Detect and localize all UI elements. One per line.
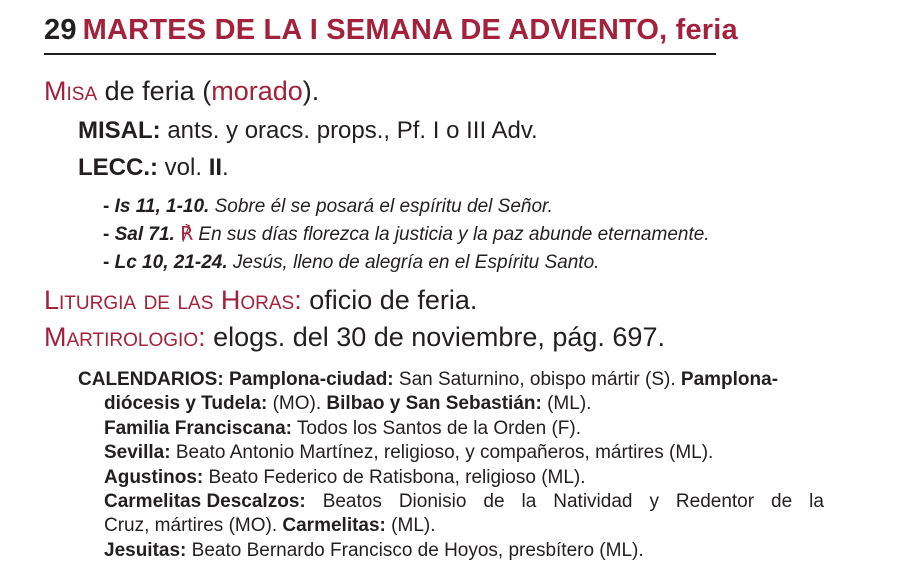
cal-region: diócesis y Tudela: <box>104 393 268 415</box>
misa-color-word: morado <box>211 76 303 106</box>
calendarios-block <box>78 368 824 563</box>
misa-label: Misa <box>44 76 98 106</box>
misa-text-before: de feria ( <box>104 76 212 106</box>
reading-text: En sus días florezca la justicia y la paz abunde eternamente. <box>198 224 710 245</box>
misal-line <box>78 117 538 145</box>
cal-text: Beato Federico de Ratisbona, religioso (ML). <box>208 466 586 488</box>
misa-line <box>44 76 319 107</box>
reading-item <box>103 249 710 277</box>
lecc-text: vol. <box>164 154 203 181</box>
cal-word: la <box>809 491 824 513</box>
misa-text-after: ). <box>302 76 320 106</box>
cal-line <box>78 417 824 441</box>
cal-region: Pamplona-ciudad: <box>228 369 394 390</box>
cal-word: de <box>483 491 505 513</box>
cal-word: Dionisio <box>398 491 467 513</box>
cal-line <box>78 466 824 490</box>
martirologio-line <box>44 322 665 353</box>
cal-region: Familia Franciscana: <box>104 417 292 439</box>
cal-word: Natividad <box>553 491 633 513</box>
day-number: 29 <box>44 14 77 46</box>
cal-line <box>78 441 824 465</box>
reading-text: Jesús, lleno de alegría en el Espíritu Santo. <box>232 252 600 273</box>
reading-dash: - <box>103 196 110 217</box>
cal-word: de <box>771 491 793 513</box>
martirologio-text: elogs. del 30 de noviembre, pág. 697. <box>213 322 665 352</box>
cal-line <box>78 392 824 416</box>
liturgia-line <box>44 285 477 316</box>
cal-line <box>78 490 824 514</box>
cal-text: (ML). <box>391 515 436 537</box>
cal-word: la <box>521 491 537 513</box>
misal-label: MISAL: <box>78 117 161 144</box>
liturgia-label: Liturgia de las Horas: <box>44 285 302 315</box>
cal-word: Beatos <box>322 491 382 513</box>
readings-list <box>103 193 710 277</box>
day-header <box>44 14 864 55</box>
cal-region: Pamplona- <box>680 369 779 390</box>
cal-label: CALENDARIOS: <box>78 369 224 390</box>
reading-ref: Sal 71. <box>114 224 175 245</box>
martirologio-label: Martirologio: <box>44 322 206 352</box>
header-rule <box>44 53 716 55</box>
cal-region: Jesuitas: <box>104 539 187 561</box>
cal-line <box>78 539 824 563</box>
response-symbol: ℟ <box>180 224 194 245</box>
cal-region: Carmelitas: <box>282 515 386 537</box>
cal-region: Sevilla: <box>104 442 171 464</box>
cal-text: Cruz, mártires (MO). <box>104 515 278 537</box>
cal-text: Todos los Santos de la Orden (F). <box>296 417 581 439</box>
reading-ref: Is 11, 1-10. <box>114 196 210 217</box>
lecc-end: . <box>222 154 229 181</box>
cal-text: Beato Antonio Martínez, religioso, y compañeros, mártires (ML). <box>175 442 714 464</box>
lecc-line <box>78 154 229 182</box>
cal-word: y <box>649 491 659 513</box>
reading-item <box>103 221 710 249</box>
day-title: MARTES DE LA I SEMANA DE ADVIENTO, feria <box>82 14 738 46</box>
cal-text: San Saturnino, obispo mártir (S). <box>398 369 676 390</box>
cal-region: Carmelitas Descalzos: <box>104 491 306 513</box>
reading-text: Sobre él se posará el espíritu del Señor. <box>214 196 553 217</box>
cal-text: Beato Bernardo Francisco de Hoyos, presbítero (ML). <box>191 539 644 561</box>
liturgia-text: oficio de feria. <box>309 285 478 315</box>
reading-dash: - <box>103 224 110 245</box>
lecc-vol: II <box>208 154 223 181</box>
reading-dash: - <box>103 252 110 273</box>
reading-item <box>103 193 710 221</box>
cal-region: Agustinos: <box>104 466 204 488</box>
cal-region: Bilbao y San Sebastián: <box>326 393 542 415</box>
cal-line <box>78 514 824 538</box>
cal-text: (MO). <box>272 393 322 415</box>
lecc-label: LECC.: <box>78 154 158 181</box>
cal-text: (ML). <box>547 393 592 415</box>
reading-ref: Lc 10, 21-24. <box>114 252 228 273</box>
cal-line <box>78 368 824 392</box>
misal-text: ants. y oracs. props., Pf. I o III Adv. <box>167 117 538 144</box>
header-line <box>44 14 864 47</box>
cal-word: Redentor <box>675 491 755 513</box>
